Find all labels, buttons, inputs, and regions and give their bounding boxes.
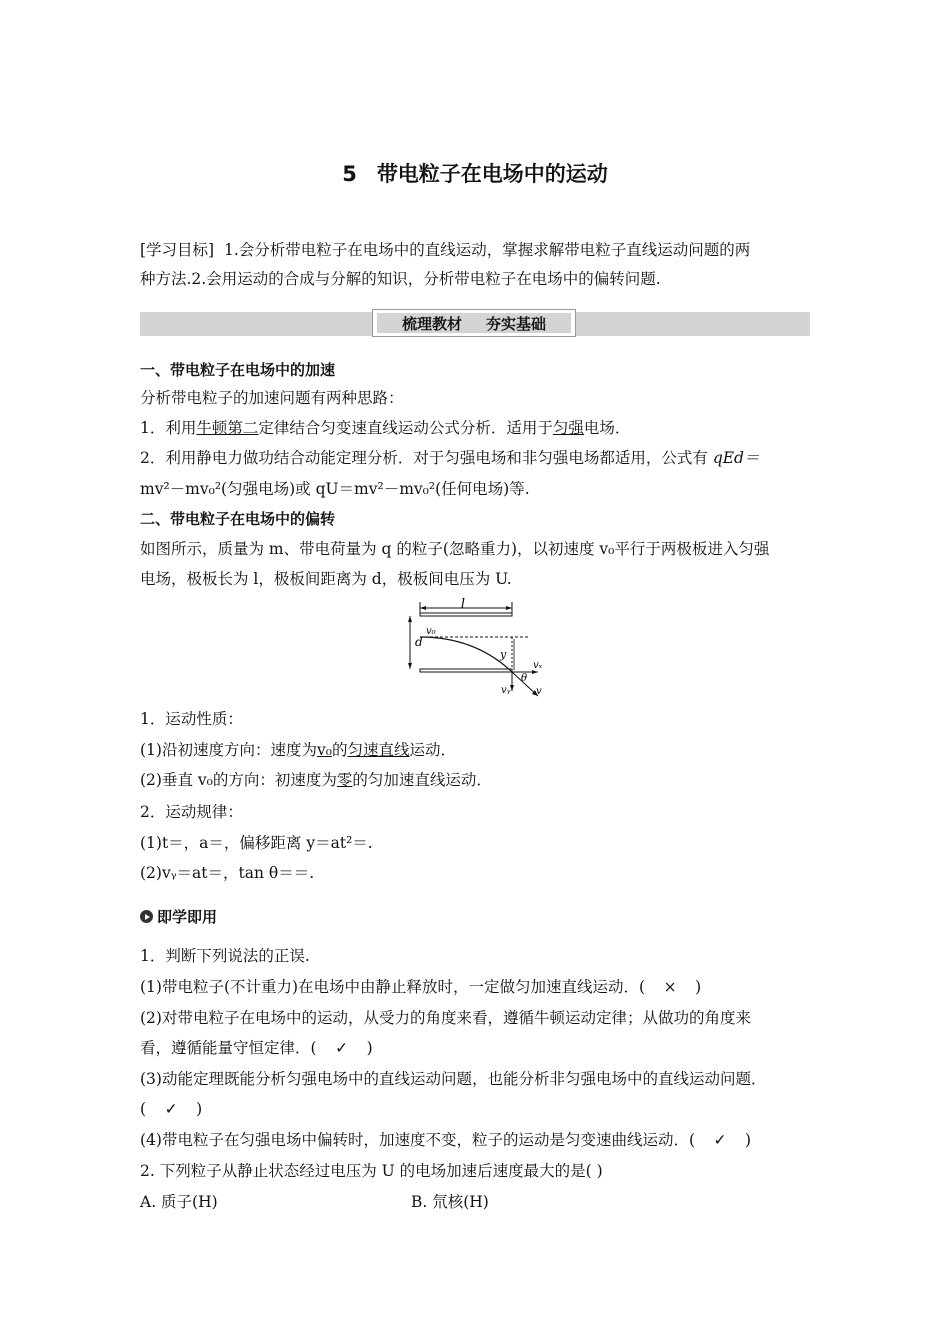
blank-zero: 零 (336, 771, 353, 789)
statement-4: (4)带电粒子在匀强电场中偏转时，加速度不变，粒子的运动是匀变速曲线运动．( ✓ ) (140, 1131, 752, 1149)
particle-trajectory (420, 637, 512, 672)
label-vy: vᵧ (501, 685, 511, 696)
label-vx: vₓ (533, 660, 543, 671)
label-l: l (460, 597, 466, 612)
rules-item-2: (2)vᵧ＝at＝，tan θ＝＝. (140, 864, 315, 882)
sec1-item-1: 1．利用牛顿第二定律结合匀变速直线运动公式分析．适用于匀强电场． (140, 419, 631, 437)
page-title (0, 158, 950, 188)
blank-newton: 牛顿第二 (196, 419, 259, 437)
lower-plate (420, 669, 512, 672)
blank-uniform: 匀强 (552, 419, 584, 437)
nature-heading: 1．运动性质： (140, 710, 243, 728)
sec1-intro: 分析带电粒子的加速问题有两种思路： (140, 389, 404, 407)
banner-left-text: 梳理教材 (401, 314, 462, 333)
sec1-heading: 一、带电粒子在电场中的加速 (140, 361, 336, 379)
section-banner (372, 309, 576, 337)
sec1-item-2-line-2: mv²－mv₀²(匀强电场)或 qU＝mv²－mv₀²(任何电场)等. (140, 480, 530, 498)
statement-3-line-2: ( ✓ ) (140, 1100, 203, 1118)
nature-item-1: (1)沿初速度方向：速度为v₀的匀速直线运动． (140, 741, 456, 759)
question-2: 2. 下列粒子从静止状态经过电压为 U 的电场加速后速度最大的是( ) (140, 1162, 603, 1180)
question-1: 1．判断下列说法的正误. (140, 947, 310, 965)
option-a: A. 质子(H) (140, 1193, 218, 1211)
nature-item-2: (2)垂直 v₀的方向：初速度为零的匀加速直线运动． (140, 771, 492, 789)
answer-mark-4: ✓ (713, 1131, 727, 1149)
play-circle-icon (140, 910, 153, 923)
answer-mark-3: ✓ (164, 1100, 178, 1118)
upper-plate (420, 613, 512, 616)
label-v0: v₀ (426, 626, 436, 637)
goals-line-2: 种方法.2.会用运动的合成与分解的知识，分析带电粒子在电场中的偏转问题. (140, 270, 661, 288)
answer-mark-2: ✓ (335, 1039, 349, 1057)
sec2-para-1: 如图所示，质量为 m、带电荷量为 q 的粒子(忽略重力)，以初速度 v₀平行于两极板进入匀强 (140, 540, 770, 558)
statement-3-line-1: (3)动能定理既能分析匀强电场中的直线运动问题，也能分析非匀强电场中的直线运动问题． (140, 1070, 767, 1088)
banner-right-text: 夯实基础 (486, 314, 547, 333)
statement-2-line-1: (2)对带电粒子在电场中的运动，从受力的角度来看，遵循牛顿运动定律；从做功的角度来 (140, 1009, 751, 1027)
sec2-heading: 二、带电粒子在电场中的偏转 (140, 510, 336, 528)
rules-heading: 2．运动规律： (140, 803, 243, 821)
goals-label: [学习目标] (140, 241, 215, 259)
statement-2-line-2: 看，遵循能量守恒定律．( ✓ ) (140, 1039, 373, 1057)
title-number: 5 (342, 162, 357, 186)
title-text: 带电粒子在电场中的运动 (376, 162, 608, 186)
label-d: d (415, 635, 423, 649)
blank-uniform-linear: 匀速直线 (347, 741, 410, 759)
goals-line-1: [学习目标] 1.会分析带电粒子在电场中的直线运动，掌握求解带电粒子直线运动问题的两 (140, 241, 751, 259)
label-v: v (536, 686, 542, 697)
blank-v0: v₀ (316, 741, 332, 759)
option-b: B. 氘核(H) (411, 1193, 489, 1211)
label-theta: θ (521, 673, 528, 684)
practice-heading: 即学即用 (140, 906, 217, 927)
statement-1: (1)带电粒子(不计重力)在电场中由静止释放时，一定做匀加速直线运动．( × ) (140, 978, 702, 996)
rules-item-1: (1)t＝，a＝，偏移距离 y＝at²＝. (140, 834, 373, 852)
deflection-diagram (400, 597, 560, 699)
sec2-para-2: 电场，极板长为 l，极板间距离为 d，极板间电压为 U. (140, 570, 512, 588)
answer-mark-1: × (663, 978, 677, 996)
label-y: y (500, 648, 507, 661)
sec1-item-2: 2．利用静电力做功结合动能定理分析．对于匀强电场和非匀强电场都适用，公式有 qEd＝ (140, 449, 760, 467)
